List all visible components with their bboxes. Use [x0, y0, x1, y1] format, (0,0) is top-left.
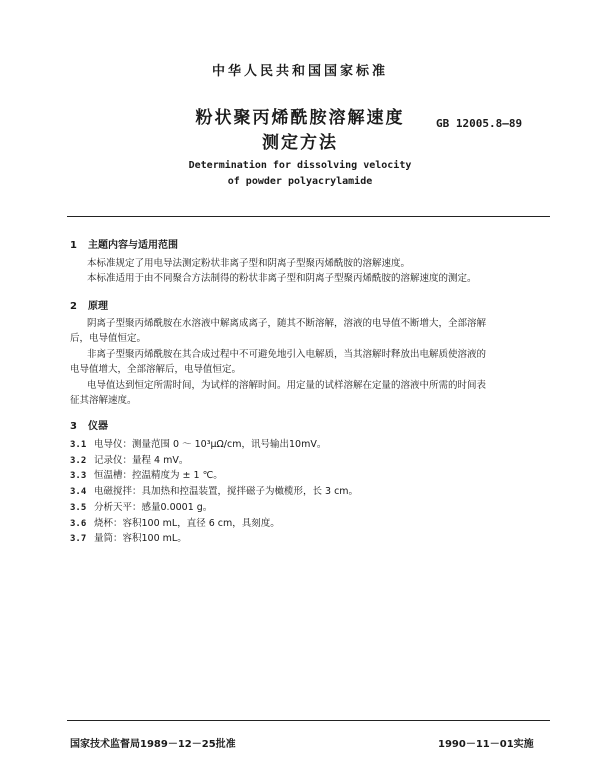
section-2-line: 电导值增大，全部溶解后，电导值恒定。	[70, 364, 242, 375]
bottom-divider	[67, 720, 550, 721]
item-text: 记录仪：量程 4 mV。	[94, 455, 189, 466]
instrument-item	[70, 467, 223, 481]
item-number: 3.1	[70, 440, 87, 450]
item-text: 分析天平：感量0.0001 g。	[94, 502, 213, 513]
item-number: 3.6	[70, 519, 87, 529]
item-number: 3.3	[70, 471, 87, 481]
section-number: 3	[70, 421, 77, 432]
item-number: 3.5	[70, 503, 87, 513]
item-number: 3.7	[70, 534, 87, 544]
section-1-paragraph: 本标准适用于由不同聚合方法制得的粉状非离子型和阴离子型聚丙烯酰胺的溶解速度的测定。	[87, 273, 477, 284]
instrument-item	[70, 499, 212, 513]
instrument-item	[70, 530, 187, 544]
standard-header: 中华人民共和国国家标准	[211, 64, 388, 79]
item-number: 3.4	[70, 487, 87, 497]
section-2-line: 征其溶解速度。	[70, 395, 137, 406]
section-1-paragraph: 本标准规定了用电导法测定粉状非离子型和阴离子型聚丙烯酰胺的溶解速度。	[87, 258, 411, 269]
title-line-2: 测定方法	[262, 133, 338, 153]
item-text: 电磁搅拌：具加热和控温装置，搅拌磁子为橄榄形，长 3 cm。	[94, 486, 359, 497]
section-1-heading	[70, 236, 178, 251]
top-divider	[67, 216, 550, 217]
approval-date: 国家技术监督局1989－12－25批准	[70, 739, 236, 750]
section-number: 2	[70, 301, 77, 312]
instrument-item	[70, 515, 280, 529]
section-2-line: 后，电导值恒定。	[70, 333, 147, 344]
section-2-line: 电导值达到恒定所需时间，为试样的溶解时间。用定量的试样溶解在定量的溶液中所需的时间表	[87, 380, 487, 391]
instrument-item	[70, 436, 326, 450]
section-2-line: 阴离子型聚丙烯酰胺在水溶液中解离成离子，随其不断溶解，溶液的电导值不断增大，全部溶解	[87, 318, 487, 329]
title-line-1: 粉状聚丙烯酰胺溶解速度	[195, 108, 405, 128]
section-2-line: 非离子型聚丙烯酰胺在其合成过程中不可避免地引入电解质，当其溶解时释放出电解质使溶液的	[87, 349, 487, 360]
item-text: 恒温槽：控温精度为 ± 1 ℃。	[94, 470, 223, 481]
english-title-line-1: Determination for dissolving velocity	[188, 160, 412, 171]
item-number: 3.2	[70, 456, 87, 466]
instrument-item	[70, 452, 188, 466]
instrument-item	[70, 483, 358, 497]
item-text: 电导仪：测量范围 0 ～ 10³μΩ/cm，讯号输出10mV。	[94, 439, 327, 450]
item-text: 量筒：容积100 mL。	[94, 533, 187, 544]
item-text: 烧杯：容积100 mL，直径 6 cm，具刻度。	[94, 518, 280, 529]
section-3-heading	[70, 417, 108, 432]
section-number: 1	[70, 240, 77, 251]
standard-code: GB 12005.8—89	[436, 117, 523, 130]
section-title: 主题内容与适用范围	[88, 240, 178, 251]
section-title: 原理	[88, 301, 108, 312]
section-title: 仪器	[88, 421, 108, 432]
implementation-date: 1990－11－01实施	[438, 739, 534, 750]
english-title-line-2: of powder polyacrylamide	[227, 176, 373, 187]
section-2-heading	[70, 297, 108, 312]
